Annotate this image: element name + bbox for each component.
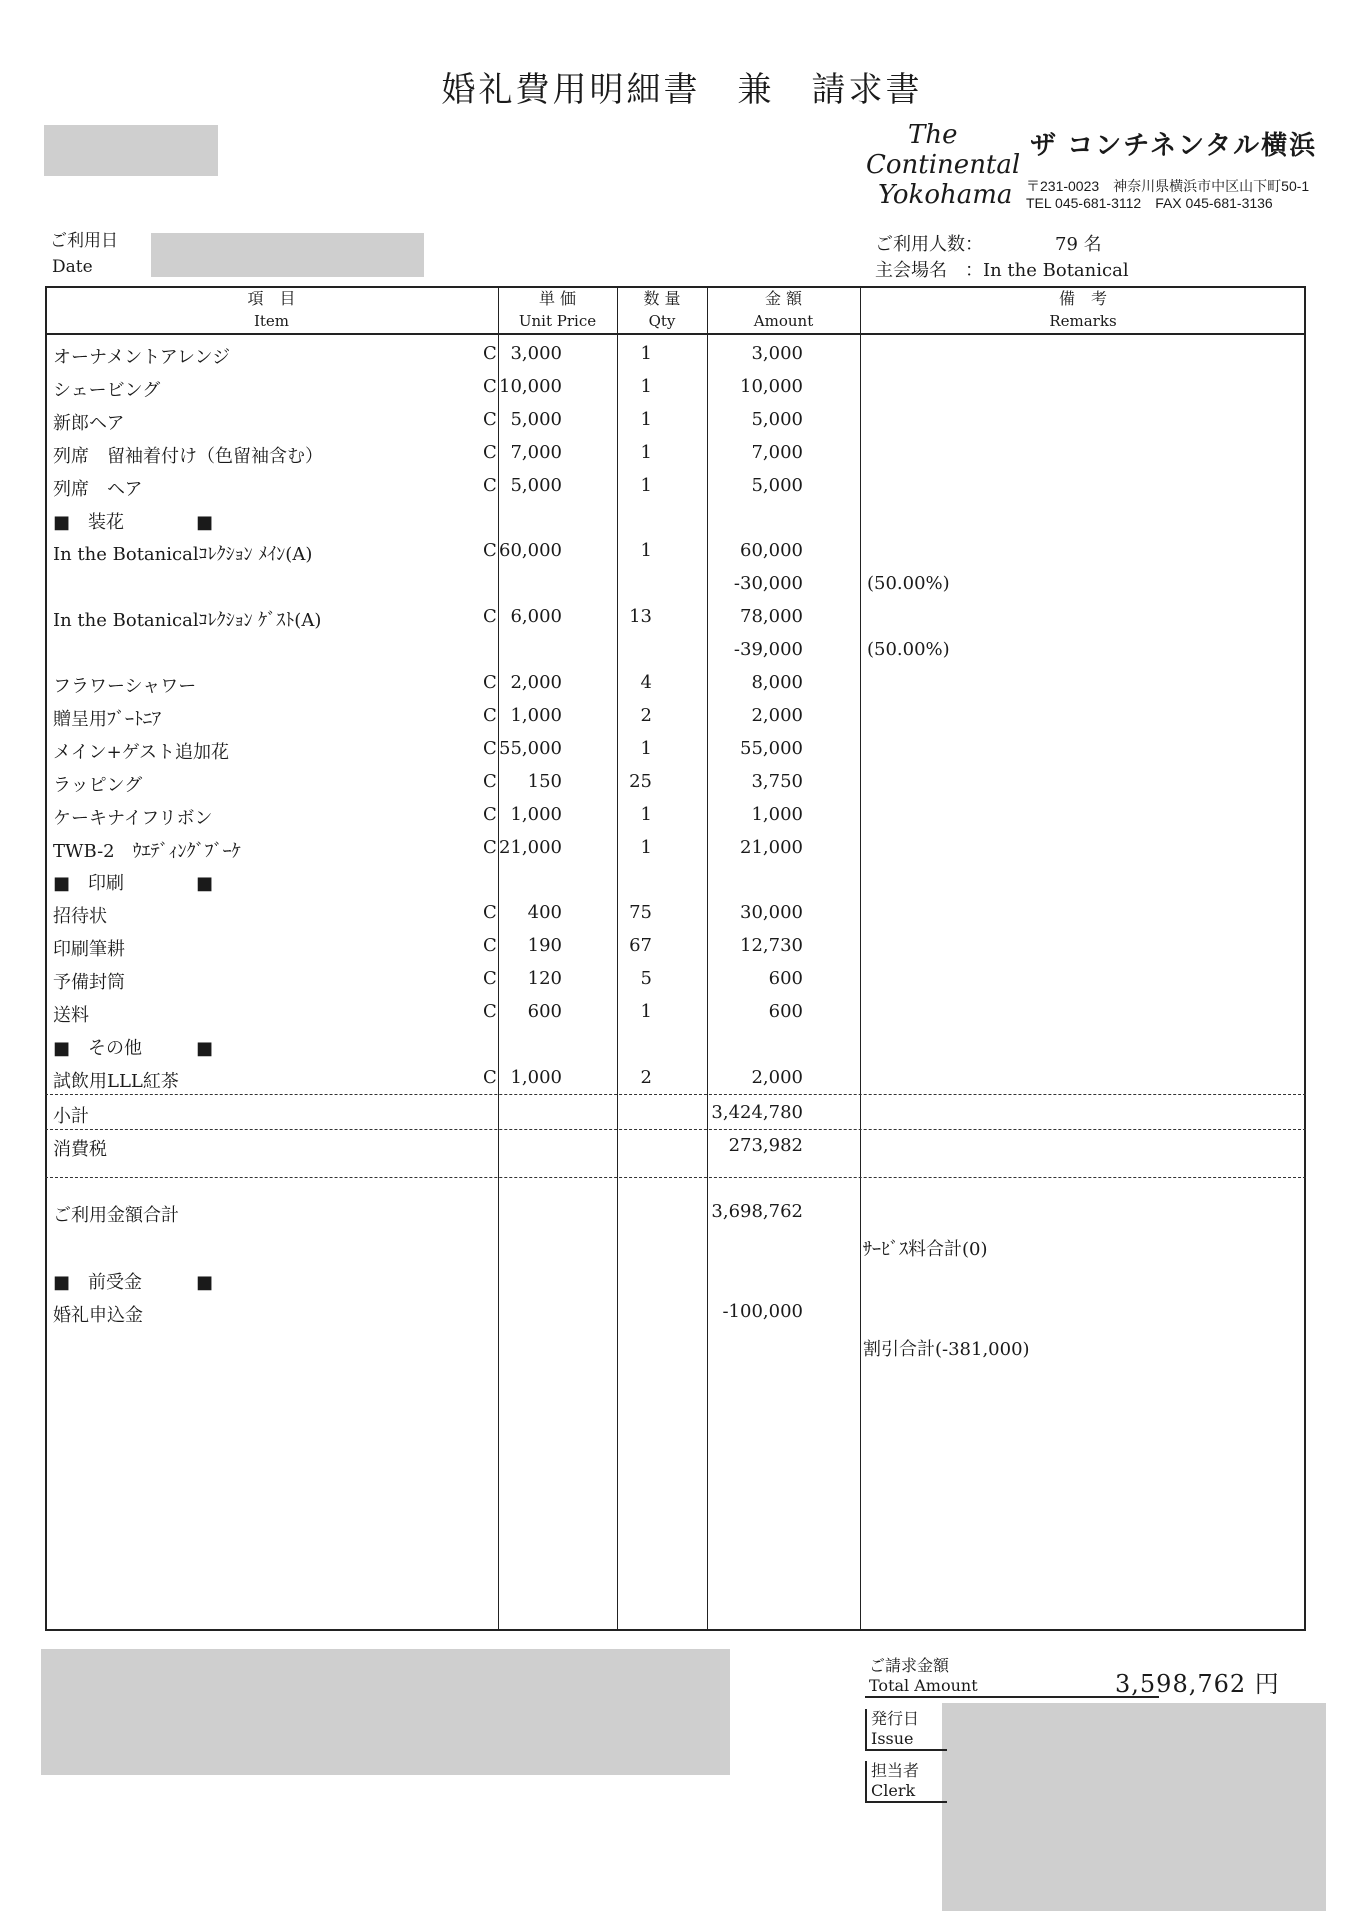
redacted-footer-right — [942, 1703, 1326, 1911]
amount-cell: 5,000 — [751, 474, 803, 496]
item-cell: ■ 装花 ■ — [53, 511, 214, 533]
table-row — [45, 502, 1306, 535]
item-cell: シェービング — [53, 379, 161, 401]
qty-cell: 4 — [640, 672, 652, 693]
discount-total-row — [45, 1329, 1306, 1362]
item-cell: 列席 ヘア — [53, 478, 143, 500]
table-row — [45, 1028, 1306, 1061]
code-cell: C — [483, 672, 497, 693]
unit-price-cell: 5,000 — [510, 408, 562, 430]
clerk-label: 担当者 Clerk — [865, 1761, 947, 1803]
code-cell: C — [483, 540, 497, 562]
qty-cell: 13 — [629, 606, 652, 628]
item-cell: 試飲用LLL紅茶 — [53, 1070, 179, 1092]
code-cell: C — [483, 441, 497, 463]
table-row — [45, 699, 1306, 732]
code-cell: C — [483, 803, 497, 825]
code-cell: C — [483, 770, 497, 792]
prepaid-label: ■ 前受金 ■ — [53, 1272, 214, 1293]
unit-price-cell: 7,000 — [510, 441, 562, 463]
deposit-value: -100,000 — [722, 1301, 803, 1322]
venue-label: 主会場名 ：In the Botanical — [875, 260, 1129, 281]
item-cell: 招待状 — [53, 906, 107, 928]
remark-cell: (50.00%) — [867, 639, 950, 661]
table-row — [45, 600, 1306, 633]
unit-price-cell: 190 — [527, 935, 562, 957]
code-cell: C — [483, 1066, 497, 1088]
table-row — [45, 962, 1306, 995]
qty-cell: 1 — [640, 408, 652, 430]
date-label-en: Date — [52, 257, 93, 277]
table-row — [45, 1061, 1306, 1094]
amount-cell: 5,000 — [751, 408, 803, 430]
unit-price-cell: 21,000 — [499, 836, 562, 858]
amount-cell: 60,000 — [740, 540, 803, 562]
header-unit-price: 単 価 Unit Price — [518, 289, 597, 330]
qty-cell: 67 — [629, 935, 652, 957]
table-row — [45, 732, 1306, 765]
deposit-row — [45, 1295, 1306, 1328]
hotel-name: ザ コンチネンタル横浜 — [1030, 130, 1318, 160]
unit-price-cell: 60,000 — [499, 540, 562, 562]
unit-price-cell: 1,000 — [510, 704, 562, 726]
item-cell: ケーキナイフリボン — [53, 807, 213, 829]
table-row — [45, 765, 1306, 798]
item-cell: ■ その他 ■ — [53, 1037, 214, 1059]
amount-cell: 2,000 — [751, 704, 803, 726]
unit-price-cell: 55,000 — [499, 737, 562, 759]
table-row — [45, 995, 1306, 1028]
amount-cell: -39,000 — [733, 639, 803, 661]
redacted-block — [44, 125, 218, 176]
table-row — [45, 436, 1306, 469]
prepaid-section-row — [45, 1262, 1306, 1295]
table-row — [45, 633, 1306, 666]
qty-cell: 1 — [640, 441, 652, 463]
unit-price-cell: 120 — [527, 968, 562, 990]
unit-price-cell: 1,000 — [510, 1066, 562, 1088]
date-label-jp: ご利用日 — [50, 231, 118, 251]
table-row — [45, 469, 1306, 502]
qty-cell: 1 — [640, 474, 652, 496]
unit-price-cell: 3,000 — [510, 343, 562, 364]
unit-price-cell: 1,000 — [510, 803, 562, 825]
item-cell: In the Botanicalｺﾚｸｼｮﾝ ｹﾞｽﾄ(A) — [53, 610, 322, 632]
header-item: 項 目 Item — [247, 289, 296, 330]
item-cell: 贈呈用ﾌﾞｰﾄﾆｱ — [53, 708, 161, 730]
qty-cell: 1 — [640, 343, 652, 364]
code-cell: C — [483, 902, 497, 924]
amount-cell: 8,000 — [751, 672, 803, 693]
item-cell: ラッピング — [53, 774, 143, 796]
qty-cell: 1 — [640, 1001, 652, 1022]
code-cell: C — [483, 474, 497, 496]
issue-date-label: 発行日 Issue — [865, 1709, 947, 1751]
item-cell: In the Botanicalｺﾚｸｼｮﾝ ﾒｲﾝ(A) — [53, 544, 313, 566]
item-cell: フラワーシャワー — [53, 676, 197, 697]
redacted-date — [151, 233, 424, 277]
hotel-phone: TEL 045-681-3112 FAX 045-681-3136 — [1026, 195, 1273, 211]
qty-cell: 25 — [629, 770, 652, 792]
guests-label: ご利用人数： — [875, 234, 983, 255]
code-cell: C — [483, 375, 497, 397]
table-row — [45, 929, 1306, 962]
qty-cell: 1 — [640, 375, 652, 397]
code-cell: C — [483, 1001, 497, 1022]
header-divider — [45, 333, 1306, 335]
qty-cell: 1 — [640, 803, 652, 825]
service-total: ｻｰﾋﾞｽ料合計(0) — [863, 1239, 988, 1260]
hotel-logo — [866, 120, 1026, 212]
table-row — [45, 403, 1306, 436]
deposit-label: 婚礼申込金 — [53, 1305, 143, 1326]
usage-total-value: 3,698,762 — [711, 1201, 803, 1222]
tax-label: 消費税 — [53, 1139, 107, 1160]
logo-line-continental: Continental — [866, 150, 1021, 180]
qty-cell: 75 — [629, 902, 652, 924]
total-amount-value: 3,598,762 円 — [1115, 1670, 1280, 1698]
qty-cell: 1 — [640, 540, 652, 562]
tax-row — [45, 1129, 1306, 1162]
table-row — [45, 370, 1306, 403]
amount-cell: -30,000 — [733, 573, 803, 595]
code-cell: C — [483, 606, 497, 628]
item-cell: 列席 留袖着付け（色留袖含む） — [53, 445, 323, 467]
item-cell: メイン+ゲスト追加花 — [53, 741, 230, 763]
table-row — [45, 666, 1306, 699]
table-row — [45, 567, 1306, 600]
document-title: 婚礼費用明細書 兼 請求書 — [441, 70, 923, 110]
table-row — [45, 337, 1306, 370]
logo-line-the: The — [908, 120, 958, 150]
amount-cell: 30,000 — [740, 902, 803, 924]
amount-cell: 10,000 — [740, 375, 803, 397]
total-amount-label: ご請求金額 Total Amount — [865, 1656, 1159, 1698]
remark-cell: (50.00%) — [867, 573, 950, 595]
subtotal-row — [45, 1096, 1306, 1129]
item-cell: 印刷筆耕 — [53, 939, 125, 961]
service-total-row — [45, 1229, 1306, 1262]
guests-value: 79 名 — [1055, 234, 1102, 255]
hotel-address: 〒231-0023 神奈川県横浜市中区山下町50-1 — [1026, 178, 1310, 194]
subtotal-label: 小計 — [53, 1106, 89, 1127]
amount-cell: 3,750 — [751, 770, 803, 792]
code-cell: C — [483, 408, 497, 430]
qty-cell: 2 — [640, 704, 652, 726]
qty-cell: 1 — [640, 737, 652, 759]
item-cell: TWB-2 ｳｴﾃﾞｨﾝｸﾞﾌﾞｰｹ — [53, 840, 241, 862]
code-cell: C — [483, 343, 497, 364]
amount-cell: 3,000 — [751, 343, 803, 364]
amount-cell: 7,000 — [751, 441, 803, 463]
table-row — [45, 534, 1306, 567]
amount-cell: 600 — [768, 968, 803, 990]
item-cell: 新郎ヘア — [53, 412, 125, 434]
amount-cell: 21,000 — [740, 836, 803, 858]
unit-price-cell: 5,000 — [510, 474, 562, 496]
qty-cell: 1 — [640, 836, 652, 858]
code-cell: C — [483, 836, 497, 858]
table-row — [45, 798, 1306, 831]
discount-total: 割引合計(-381,000) — [863, 1339, 1030, 1360]
amount-cell: 55,000 — [740, 737, 803, 759]
item-cell: ■ 印刷 ■ — [53, 873, 214, 895]
subtotal-divider-top — [45, 1094, 1306, 1095]
tax-divider — [45, 1177, 1306, 1178]
amount-cell: 600 — [768, 1001, 803, 1022]
code-cell: C — [483, 935, 497, 957]
qty-cell: 2 — [640, 1066, 652, 1088]
unit-price-cell: 150 — [527, 770, 562, 792]
subtotal-value: 3,424,780 — [711, 1102, 803, 1123]
item-cell: 予備封筒 — [53, 972, 125, 994]
header-remarks: 備 考 Remarks — [1049, 289, 1117, 330]
logo-line-yokohama: Yokohama — [878, 180, 1013, 210]
item-cell: 送料 — [53, 1005, 89, 1026]
unit-price-cell: 400 — [527, 902, 562, 924]
redacted-footer-left — [41, 1649, 730, 1775]
header-amount: 金 額 Amount — [753, 289, 814, 330]
header-qty: 数 量 Qty — [643, 289, 681, 330]
code-cell: C — [483, 968, 497, 990]
amount-cell: 78,000 — [740, 606, 803, 628]
item-cell: オーナメントアレンジ — [53, 347, 231, 368]
qty-cell: 5 — [640, 968, 652, 990]
unit-price-cell: 6,000 — [510, 606, 562, 628]
unit-price-cell: 2,000 — [510, 672, 562, 693]
unit-price-cell: 10,000 — [499, 375, 562, 397]
usage-total-row — [45, 1195, 1306, 1228]
table-row — [45, 896, 1306, 929]
amount-cell: 2,000 — [751, 1066, 803, 1088]
table-row — [45, 863, 1306, 896]
amount-cell: 1,000 — [751, 803, 803, 825]
code-cell: C — [483, 737, 497, 759]
usage-total-label: ご利用金額合計 — [53, 1205, 179, 1226]
code-cell: C — [483, 704, 497, 726]
table-row — [45, 831, 1306, 864]
amount-cell: 12,730 — [740, 935, 803, 957]
tax-value: 273,982 — [728, 1135, 803, 1156]
unit-price-cell: 600 — [527, 1001, 562, 1022]
